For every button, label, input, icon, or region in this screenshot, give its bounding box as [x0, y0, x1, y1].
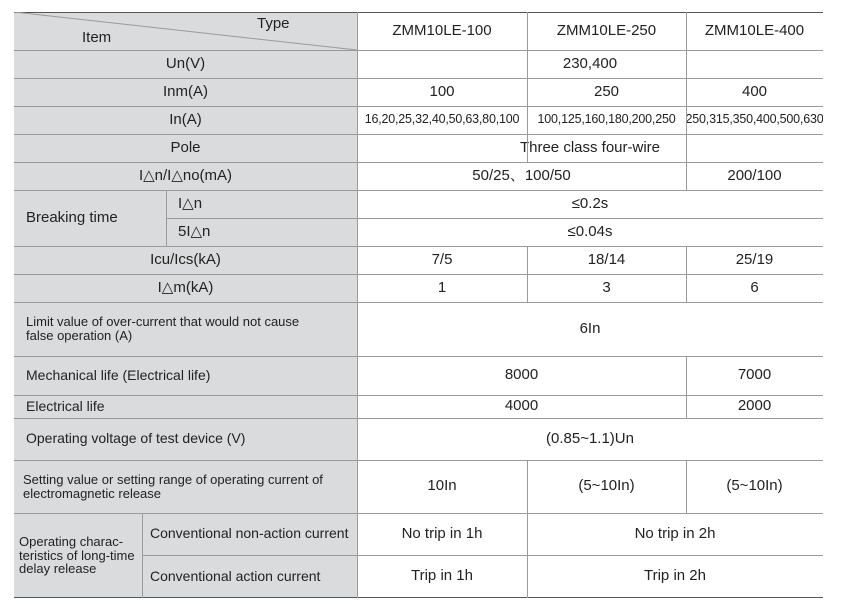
row-label-opchar: Operating charac-teristics of long-time delay release: [14, 513, 142, 598]
cell-nonaction-250-400: No trip in 2h: [527, 513, 823, 555]
row-label-limit: Limit value of over-current that would not cause false operation (A): [14, 302, 357, 356]
cell-un: 230,400: [357, 50, 823, 78]
row-label-pole: Pole: [14, 134, 357, 162]
item-header: Item: [82, 29, 112, 46]
cell-elec-100-250: 4000: [357, 395, 686, 418]
cell-breaking-idn: ≤0.2s: [357, 190, 823, 218]
cell-mech-400: 7000: [686, 356, 823, 395]
row-label-breaking-idn: I△n: [166, 190, 357, 218]
cell-nonaction-100: No trip in 1h: [357, 513, 527, 555]
cell-inm-250: 250: [527, 78, 686, 106]
row-label-icu: Icu/Ics(kA): [14, 246, 357, 274]
cell-inm-400: 400: [686, 78, 823, 106]
row-label-elec: Electrical life: [14, 395, 357, 418]
cell-opv: (0.85~1.1)Un: [357, 418, 823, 460]
model-header-3: ZMM10LE-400: [686, 12, 823, 50]
cell-pole: Three class four-wire: [357, 134, 823, 162]
row-label-un: Un(V): [14, 50, 357, 78]
cell-idn-400: 200/100: [686, 162, 823, 190]
row-label-nonaction: Conventional non-action current: [142, 513, 357, 555]
row-label-setting: Setting value or setting range of operating current of electromagnetic release: [14, 460, 357, 513]
cell-setting-400: (5~10In): [686, 460, 823, 513]
header-diagonal-cell: [14, 12, 357, 50]
cell-icu-250: 18/14: [527, 246, 686, 274]
row-label-mech: Mechanical life (Electrical life): [14, 356, 357, 395]
row-label-in: In(A): [14, 106, 357, 134]
cell-idm-250: 3: [527, 274, 686, 302]
cell-action-250-400: Trip in 2h: [527, 555, 823, 598]
model-header-2: ZMM10LE-250: [527, 12, 686, 50]
type-header: Type: [257, 15, 290, 32]
cell-in-250: 100,125,160,180,200,250: [527, 106, 686, 134]
row-label-inm: Inm(A): [14, 78, 357, 106]
cell-action-100: Trip in 1h: [357, 555, 527, 598]
cell-breaking-5idn: ≤0.04s: [357, 218, 823, 246]
row-label-breaking-5idn: 5I△n: [166, 218, 357, 246]
row-label-breaking: Breaking time: [14, 190, 166, 246]
cell-in-100: 16,20,25,32,40,50,63,80,100: [357, 106, 527, 134]
cell-in-400: 250,315,350,400,500,630: [686, 106, 823, 134]
cell-limit: 6In: [357, 302, 823, 356]
row-label-idn: I△n/I△no(mA): [14, 162, 357, 190]
cell-mech-100-250: 8000: [357, 356, 686, 395]
cell-setting-250: (5~10In): [527, 460, 686, 513]
cell-icu-400: 25/19: [686, 246, 823, 274]
cell-elec-400: 2000: [686, 395, 823, 418]
spec-table: [14, 12, 823, 598]
cell-idn-100-250: 50/25、100/50: [357, 162, 686, 190]
row-label-action: Conventional action current: [142, 555, 357, 598]
cell-inm-100: 100: [357, 78, 527, 106]
row-label-idm: I△m(kA): [14, 274, 357, 302]
cell-idm-100: 1: [357, 274, 527, 302]
cell-icu-100: 7/5: [357, 246, 527, 274]
cell-setting-100: 10In: [357, 460, 527, 513]
model-header-1: ZMM10LE-100: [357, 12, 527, 50]
row-label-opv: Operating voltage of test device (V): [14, 418, 357, 460]
cell-idm-400: 6: [686, 274, 823, 302]
